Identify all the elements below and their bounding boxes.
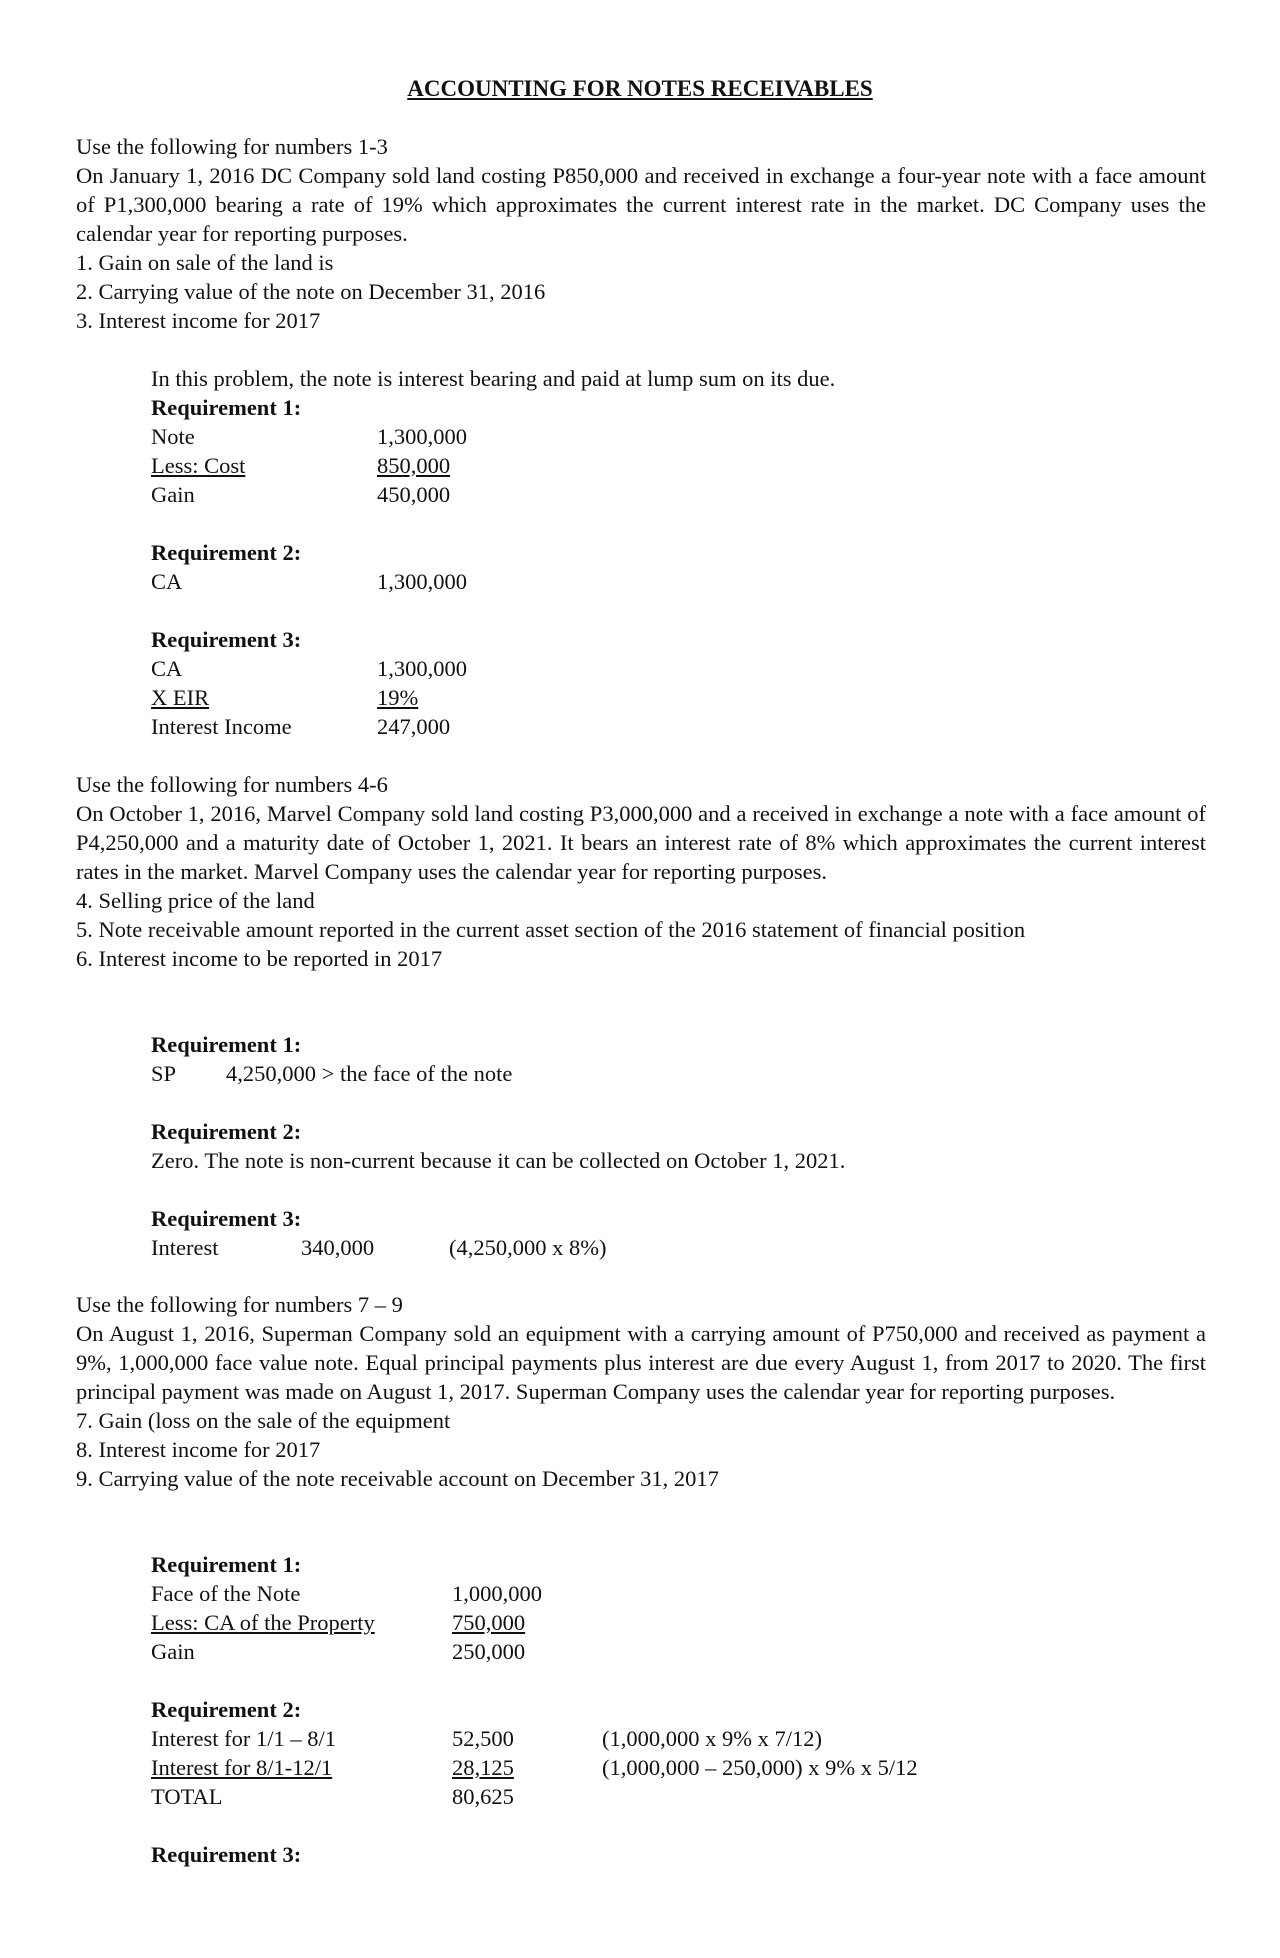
computation-row bbox=[151, 654, 835, 683]
row-value: 450,000 bbox=[377, 482, 451, 507]
computation-row bbox=[151, 1782, 514, 1811]
question-item: 2. Carrying value of the note on December 31, 2016 bbox=[76, 279, 546, 304]
requirement-heading: Requirement 1: bbox=[151, 395, 302, 420]
computation-row bbox=[151, 480, 835, 509]
question-item: 7. Gain (loss on the sale of the equipment bbox=[76, 1408, 451, 1433]
computation-row bbox=[151, 1608, 526, 1637]
section-1-solution bbox=[151, 364, 835, 741]
computation-row bbox=[151, 1753, 918, 1782]
section-2-solution bbox=[151, 1030, 845, 1262]
row-label: Less: Cost bbox=[151, 453, 246, 478]
section-intro: Use the following for numbers 1-3 bbox=[76, 134, 388, 159]
page-title: ACCOUNTING FOR NOTES RECEIVABLES bbox=[407, 76, 873, 101]
row-label: CA bbox=[151, 569, 183, 594]
row-value: 250,000 bbox=[452, 1639, 526, 1664]
requirement-heading: Requirement 1: bbox=[151, 1032, 302, 1057]
question-item: 6. Interest income to be reported in 2017 bbox=[76, 946, 443, 971]
row-value: 850,000 bbox=[377, 453, 451, 478]
requirement-heading: Requirement 3: bbox=[151, 1842, 302, 1867]
row-label: Less: CA of the Property bbox=[151, 1610, 375, 1635]
requirement-heading: Requirement 2: bbox=[151, 1697, 302, 1722]
problem-text: On January 1, 2016 DC Company sold land costing P850,000 and received in exchange a four-year note with a face amount of P1,300,000 bearing a rate of 19% which approximates the current interest rate in the market. DC Company uses the calendar year for reporting purposes. bbox=[76, 163, 1206, 246]
row-note: (1,000,000 x 9% x 7/12) bbox=[602, 1726, 822, 1751]
row-value: 1,300,000 bbox=[377, 569, 467, 594]
problem-text: On October 1, 2016, Marvel Company sold land costing P3,000,000 and a received in exchange a note with a face amount of P4,250,000 and a maturity date of October 1, 2021. It bears an interest rate of 8% which approximates the current interest rates in the market. Marvel Company uses the calendar year for reporting purposes. bbox=[76, 801, 1206, 884]
computation-row bbox=[151, 1637, 526, 1666]
computation-row bbox=[151, 1579, 542, 1608]
computation-row bbox=[151, 451, 835, 480]
row-value: 247,000 bbox=[377, 714, 451, 739]
question-item: 1. Gain on sale of the land is bbox=[76, 250, 334, 275]
computation-row bbox=[151, 683, 835, 712]
question-item: 3. Interest income for 2017 bbox=[76, 308, 321, 333]
row-label: Gain bbox=[151, 1639, 195, 1664]
answer-text: Zero. The note is non-current because it can be collected on October 1, 2021. bbox=[151, 1148, 846, 1173]
row-label: Interest for 1/1 – 8/1 bbox=[151, 1726, 336, 1751]
row-note: (1,000,000 – 250,000) x 9% x 5/12 bbox=[602, 1755, 918, 1780]
row-label: Face of the Note bbox=[151, 1581, 301, 1606]
row-value: 28,125 bbox=[452, 1755, 514, 1780]
question-item: 8. Interest income for 2017 bbox=[76, 1437, 321, 1462]
row-label: Interest bbox=[151, 1235, 219, 1260]
row-value: 340,000 bbox=[301, 1235, 375, 1260]
computation-row bbox=[151, 1724, 822, 1753]
question-item: 9. Carrying value of the note receivable account on December 31, 2017 bbox=[76, 1466, 719, 1491]
row-label: Note bbox=[151, 424, 195, 449]
row-label: X EIR bbox=[151, 685, 210, 710]
question-item: 4. Selling price of the land bbox=[76, 888, 315, 913]
requirement-heading: Requirement 2: bbox=[151, 540, 302, 565]
row-label: Interest for 8/1-12/1 bbox=[151, 1755, 333, 1780]
row-value: 750,000 bbox=[452, 1610, 526, 1635]
computation-row bbox=[151, 567, 835, 596]
row-value: 19% bbox=[377, 685, 419, 710]
requirement-heading: Requirement 3: bbox=[151, 1206, 302, 1231]
computation-row bbox=[151, 712, 835, 741]
row-value: 1,000,000 bbox=[452, 1581, 542, 1606]
row-value: 52,500 bbox=[452, 1726, 514, 1751]
requirement-heading: Requirement 1: bbox=[151, 1552, 302, 1577]
section-2-statement bbox=[76, 770, 1206, 973]
row-label: SP bbox=[151, 1061, 177, 1086]
computation-row bbox=[151, 1233, 845, 1262]
section-3-solution bbox=[151, 1550, 918, 1869]
row-value: 1,300,000 bbox=[377, 656, 467, 681]
question-item: 5. Note receivable amount reported in the current asset section of the 2016 statement of financial position bbox=[76, 917, 1026, 942]
computation-row bbox=[151, 1059, 845, 1088]
section-intro: Use the following for numbers 4-6 bbox=[76, 772, 388, 797]
row-label: Gain bbox=[151, 482, 195, 507]
row-value: 80,625 bbox=[452, 1784, 514, 1809]
computation-row bbox=[151, 422, 835, 451]
requirement-heading: Requirement 2: bbox=[151, 1119, 302, 1144]
section-3-statement bbox=[76, 1290, 1206, 1493]
row-label: CA bbox=[151, 656, 183, 681]
row-note: (4,250,000 x 8%) bbox=[449, 1235, 607, 1260]
problem-text: On August 1, 2016, Superman Company sold an equipment with a carrying amount of P750,000 and received as payment a 9%, 1,000,000 face value note. Equal principal payments plus interest are due every August 1, from 2017 to 2020. The first principal payment was made on August 1, 2017. Superman Company uses the calendar year for reporting purposes. bbox=[76, 1321, 1206, 1404]
requirement-heading: Requirement 3: bbox=[151, 627, 302, 652]
explanation-text: In this problem, the note is interest bearing and paid at lump sum on its due. bbox=[151, 366, 836, 391]
section-1-statement bbox=[76, 132, 1206, 335]
row-value: 1,300,000 bbox=[377, 424, 467, 449]
row-label: Interest Income bbox=[151, 714, 292, 739]
row-value: 4,250,000 > the face of the note bbox=[226, 1061, 513, 1086]
section-intro: Use the following for numbers 7 – 9 bbox=[76, 1292, 403, 1317]
row-label: TOTAL bbox=[151, 1784, 223, 1809]
